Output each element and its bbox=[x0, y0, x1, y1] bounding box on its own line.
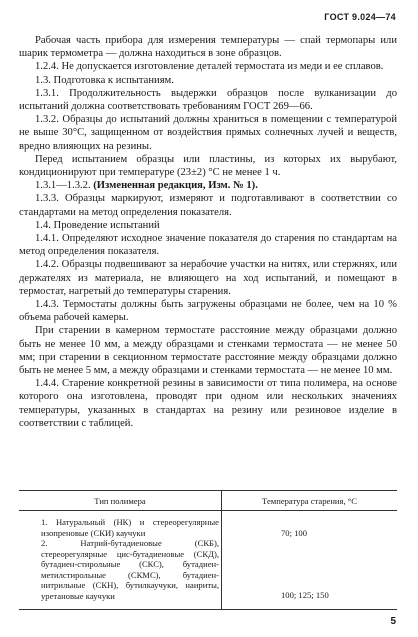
standard-code-header: ГОСТ 9.024—74 bbox=[324, 12, 396, 22]
aging-temperature-table bbox=[19, 490, 397, 610]
table-cell-polymer: 2. Натрий-бутадиеновые (СКБ), стереорегулярные цис-бутадиеновые (СКД), бутадиен-стирольные (СКС), бутадиен-метилстирольные (СКМС), бутадиен-нитрильные (СКН), бутилкаучуки, наириты, уретановые каучуки bbox=[41, 538, 219, 601]
table-cell-polymer: 1. Натуральный (НК) и стереорегулярные изопреновые (СКИ) каучуки bbox=[41, 517, 219, 538]
paragraph: 1.3.3. Образцы маркируют, измеряют и подготавливают в соответствии со стандартами на метод определения показателя. bbox=[19, 193, 397, 218]
paragraph: 1.4.4. Старение конкретной резины в зависимости от типа полимера, на основе которого она изготовлена, проводят при одном или нескольких значениях температуры, указанных в стандартах на резину или резиновое изделие в соответствии с таблицей. bbox=[19, 378, 397, 429]
amendment-label: (Измененная редакция, Изм. № 1). bbox=[93, 180, 258, 192]
table-cell-temperature: 100; 125; 150 bbox=[281, 590, 329, 600]
paragraph: 1.4.3. Термостаты должны быть загружены образцами не более, чем на 10 % объема рабочей камеры. bbox=[19, 299, 397, 324]
section-heading: 1.4. Проведение испытаний bbox=[35, 219, 160, 231]
paragraph: 1.4.2. Образцы подвешивают за нерабочие участки на нитях, или стержнях, или держателях из материала, не влияющего на ход испытаний, и помещают в термостат, нагретый до температуры старения. bbox=[19, 259, 397, 297]
table-header-row bbox=[19, 491, 397, 511]
body-text bbox=[19, 34, 397, 430]
paragraph: Рабочая часть прибора для измерения температуры — спай термопары или шарик термометра — должна находиться в зоне образцов. bbox=[19, 35, 397, 60]
section-heading: 1.3. Подготовка к испытаниям. bbox=[35, 74, 174, 86]
page-number: 5 bbox=[390, 616, 396, 627]
amendment-note bbox=[19, 179, 397, 192]
table-column-divider bbox=[221, 491, 222, 609]
table-cell-temperature: 70; 100 bbox=[281, 528, 308, 538]
paragraph: 1.3.2. Образцы до испытаний должны храниться в помещении с температурой не выше 30°С, защищенном от воздействия прямых солнечных лучей и веществ, вредно влияющих на резины. bbox=[19, 114, 397, 152]
paragraph: При старении в камерном термостате расстояние между образцами должно быть не менее 10 мм, а между образцами и стенками термостата — не менее 50 мм; при старении в секционном термостате расстояние между образцами должно быть не менее 5 мм, а между образцами и стенками термостата — не менее 10 мм. bbox=[19, 325, 397, 377]
paragraph: Перед испытанием образцы или пластины, из которых их вырубают, кондиционируют при температуре (23±2) °С не менее 1 ч. bbox=[19, 153, 397, 179]
paragraph: 1.3.1. Продолжительность выдержки образцов после вулканизации до испытаний должна соответствовать требованиям ГОСТ 269—66. bbox=[19, 87, 397, 113]
paragraph: 1.2.4. Не допускается изготовление деталей термостата из меди и ее сплавов. bbox=[35, 61, 384, 73]
col-header-temperature: Температура старения, °С bbox=[262, 496, 357, 506]
amendment-ref: 1.3.1—1.3.2. bbox=[35, 180, 91, 192]
paragraph: 1.4.1. Определяют исходное значение показателя до старения по стандартам на метод определения показателя. bbox=[19, 233, 397, 258]
col-header-polymer: Тип полимера bbox=[94, 496, 146, 506]
